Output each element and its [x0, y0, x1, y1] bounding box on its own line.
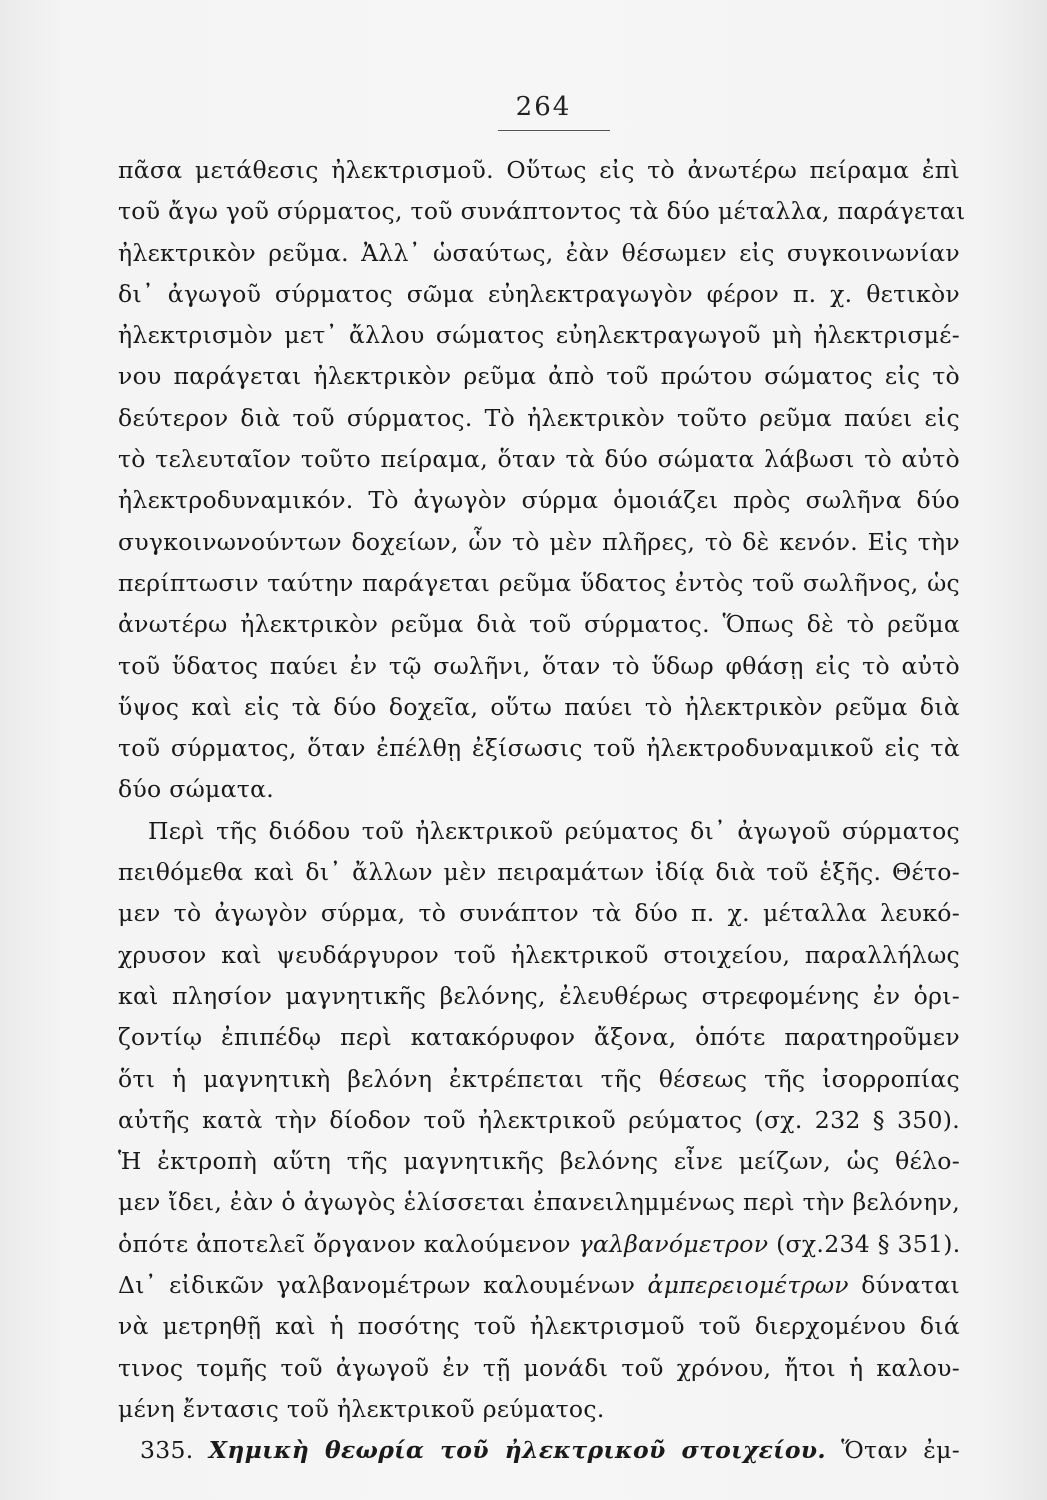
text-line: χρυσον καὶ ψευδάργυρον τοῦ ἠλεκτρικοῦ στοιχείου, παραλλήλως	[118, 940, 960, 969]
text-line-with-term	[118, 1265, 960, 1306]
paragraph-start-line: Περὶ τῆς διόδου τοῦ ἠλεκτρικοῦ ρεύματος δι᾿ ἀγωγοῦ σύρματος	[148, 816, 960, 845]
text-line: τοῦ ἄγω γοῦ σύρματος, τοῦ συνάπτοντος τὰ δύο μέταλλα, παράγεται	[118, 197, 966, 226]
text-line: καὶ πλησίον μαγνητικῆς βελόνης, ἐλευθέρως στρεφομένης ἐν ὁρι-	[118, 981, 960, 1010]
body-text	[118, 150, 966, 1472]
text-line: ἀνωτέρω ἠλεκτρικὸν ρεῦμα διὰ τοῦ σύρματος. Ὅπως δὲ τὸ ρεῦμα	[118, 610, 960, 639]
text-line: συγκοινωνούντων δοχείων, ὧν τὸ μὲν πλῆρες, τὸ δὲ κενόν. Εἰς τὴν	[118, 527, 960, 556]
section-title: Χημικὴ θεωρία τοῦ ἠλεκτρικοῦ στοιχείου.	[208, 1436, 826, 1465]
text-line: τὸ τελευταῖον τοῦτο πείραμα, ὅταν τὰ δύο σώματα λάβωσι τὸ αὐτὸ	[118, 445, 960, 474]
text-fragment: δύναται	[848, 1271, 960, 1300]
text-line: μένη ἔντασις τοῦ ἠλεκτρικοῦ ρεύματος.	[118, 1394, 605, 1423]
text-line: τοῦ σύρματος, ὅταν ἐπέλθῃ ἐξίσωσις τοῦ ἠλεκτροδυναμικοῦ εἰς τὰ	[118, 734, 960, 763]
text-fragment: (σχ.234 § 351).	[768, 1229, 961, 1258]
text-line: τοῦ ὕδατος παύει ἐν τῷ σωλῆνι, ὅταν τὸ ὕδωρ φθάσῃ εἰς τὸ αὐτὸ	[118, 651, 960, 680]
section-heading-line	[118, 1430, 960, 1471]
text-line: ἠλεκτρισμὸν μετ᾿ ἄλλου σώματος εὐηλεκτραγωγοῦ μὴ ἠλεκτρισμέ-	[118, 321, 960, 350]
italic-term: γαλβανόμετρον	[578, 1229, 769, 1258]
text-line: δι᾿ ἀγωγοῦ σύρματος σῶμα εὐηλεκτραγωγὸν φέρον π. χ. θετικὸν	[118, 279, 960, 308]
text-fragment: Ὅταν ἐμ-	[825, 1436, 960, 1465]
text-line: περίπτωσιν ταύτην παράγεται ρεῦμα ὕδατος ἐντὸς τοῦ σωλῆνος, ὡς	[118, 568, 960, 597]
text-line: μεν τὸ ἀγωγὸν σύρμα, τὸ συνάπτον τὰ δύο π. χ. μέταλλα λευκό-	[118, 899, 960, 928]
text-line: Ἡ ἐκτροπὴ αὕτη τῆς μαγνητικῆς βελόνης εἶνε μείζων, ὡς θέλο-	[118, 1147, 960, 1176]
text-line: ἠλεκτροδυναμικόν. Τὸ ἀγωγὸν σύρμα ὁμοιάζει πρὸς σωλῆνα δύο	[118, 486, 960, 515]
text-line: μεν ἴδει, ἐὰν ὁ ἀγωγὸς ἑλίσσεται ἐπανειλημμένως περὶ τὴν βελόνην,	[118, 1188, 960, 1217]
text-line: αὐτῆς κατὰ τὴν δίοδον τοῦ ἠλεκτρικοῦ ρεύματος (σχ. 232 § 350).	[118, 1105, 960, 1134]
text-line: νὰ μετρηθῇ καὶ ἡ ποσότης τοῦ ἠλεκτρισμοῦ τοῦ διερχομένου διά	[118, 1312, 960, 1341]
text-line: νου παράγεται ἠλεκτρικὸν ρεῦμα ἀπὸ τοῦ πρώτου σώματος εἰς τὸ	[118, 362, 960, 391]
text-line: ἠλεκτρικὸν ρεῦμα. Ἀλλ᾿ ὡσαύτως, ἐὰν θέσωμεν εἰς συγκοινωνίαν	[118, 238, 960, 267]
italic-term: ἀμπερειομέτρων	[647, 1271, 849, 1300]
text-fragment: Δι᾿ εἰδικῶν γαλβανομέτρων καλουμένων	[118, 1271, 648, 1300]
section-number: 335.	[140, 1436, 194, 1465]
text-line: ὅτι ἡ μαγνητικὴ βελόνη ἐκτρέπεται τῆς θέσεως τῆς ἰσορροπίας	[118, 1064, 960, 1093]
page-number: 264	[515, 92, 572, 122]
text-fragment: ὁπότε ἀποτελεῖ ὄργανον καλούμενον	[118, 1229, 579, 1258]
text-line: ὕψος καὶ εἰς τὰ δύο δοχεῖα, οὕτω παύει τὸ ἠλεκτρικὸν ρεῦμα διὰ	[118, 692, 960, 721]
text-line-with-term	[118, 1224, 960, 1265]
text-line: πᾶσα μετάθεσις ἠλεκτρισμοῦ. Οὕτως εἰς τὸ ἀνωτέρω πείραμα ἐπὶ	[118, 156, 960, 184]
header-rule	[498, 130, 610, 131]
text-line: δεύτερον διὰ τοῦ σύρματος. Τὸ ἠλεκτρικὸν τοῦτο ρεῦμα παύει εἰς	[118, 403, 960, 432]
text-line: πειθόμεθα καὶ δι᾿ ἄλλων μὲν πειραμάτων ἰδίᾳ διὰ τοῦ ἑξῆς. Θέτο-	[118, 858, 960, 887]
text-line: δύο σώματα.	[118, 775, 275, 804]
text-line: τινος τομῆς τοῦ ἀγωγοῦ ἐν τῇ μονάδι τοῦ χρόνου, ἤτοι ἡ καλου-	[118, 1353, 960, 1382]
text-line: ζοντίῳ ἐπιπέδῳ περὶ κατακόρυφον ἄξονα, ὁπότε παρατηροῦμεν	[118, 1023, 960, 1052]
